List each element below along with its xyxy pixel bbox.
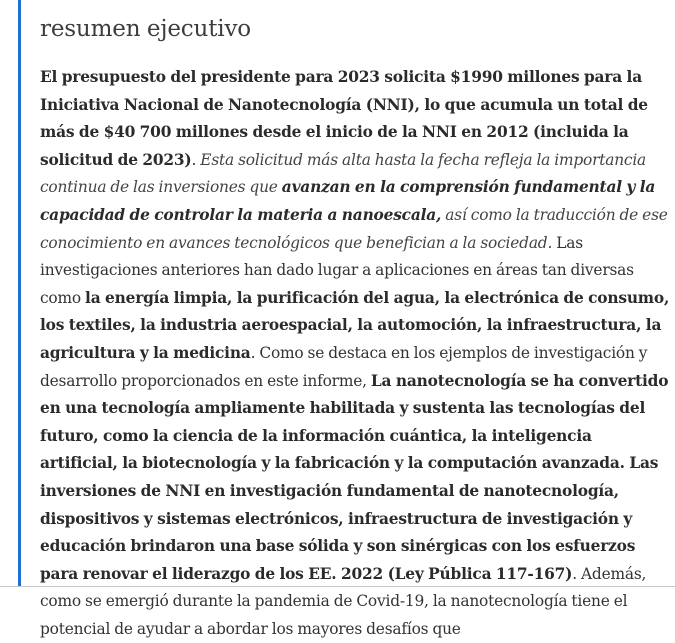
text-run-italic-translation: así como la traducción de ese conocimiento en avances tecnológicos que benefician a la sociedad. xyxy=(40,205,668,252)
text-run-report-examples: . Como se destaca en los ejemplos de investigación y desarrollo proporcionados en este informe, xyxy=(40,343,648,390)
text-run-covid-challenges: . Además, como se emergió durante la pandemia de Covid-19, la nanotecnología tiene el potencial de ayudar a abordar los mayores desafíos que xyxy=(40,564,647,638)
text-run-bold-application-areas: la energía limpia, la purificación del agua, la electrónica de consumo, los textiles, la industria aeroespacial, la automoción, la infraestructura, la agricultura y la medicina xyxy=(40,288,670,362)
text-run-bold-budget: El presupuesto del presidente para 2023 solicita $1990 millones para la Iniciativa Nacional de Nanotecnología (NNI), lo que acumula un total de más de $40 700 millones desde el inicio de la NNI en 2012 (incluida la solicitud de 2023) xyxy=(40,68,648,169)
text-run-research-areas-intro: Las investigaciones anteriores han dado lugar a aplicaciones en áreas tan diversas como xyxy=(40,233,634,307)
executive-summary-section xyxy=(40,16,672,643)
summary-paragraph xyxy=(40,64,672,643)
blockquote-accent-bar xyxy=(18,0,21,587)
bottom-divider xyxy=(0,586,675,587)
text-run-bold-italic-nanoscale: avanzan en la comprensión fundamental y la capacidad de controlar la materia a nanoescala, xyxy=(40,178,656,224)
text-run-italic-request: Esta solicitud más alta hasta la fecha refleja la importancia continua de las inversiones que xyxy=(40,150,647,197)
text-run-bold-enabling-technology: La nanotecnología se ha convertido en una tecnología ampliamente habilitada y sustenta las tecnologías del futuro, como la ciencia de la información cuántica, la inteligencia artificial, la biotecnología y la fabricación y la computación avanzada. Las inversiones de NNI en investigación fundamental de nanotecnología, dispositivos y sistemas electrónicos, infraestructura de investigación y educación brindaron una base sólida y son sinérgicas con los esfuerzos para renovar el liderazgo de los EE. 2022 (Ley Pública 117-167) xyxy=(40,371,669,583)
text-run-period: . xyxy=(191,150,201,169)
section-heading: resumen ejecutivo xyxy=(40,16,251,42)
